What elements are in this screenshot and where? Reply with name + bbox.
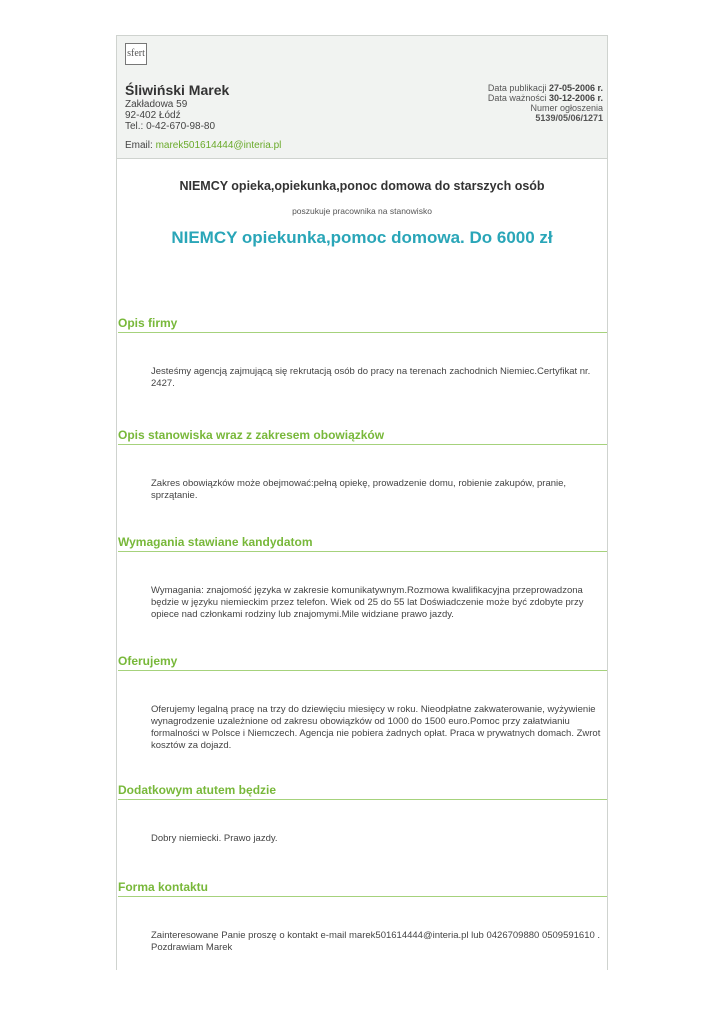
company-logo: sfert (125, 43, 147, 65)
offer-number-label: Numer ogłoszenia (530, 103, 603, 113)
offer-number: 5139/05/06/1271 (535, 113, 603, 123)
section-text-contact: Zainteresowane Panie proszę o kontakt e-mail marek501614444@interia.pl lub 0426709880 0509591610 . Pozdrawiam Marek (151, 930, 601, 953)
job-offer-document (116, 35, 608, 970)
section-text-offer: Oferujemy legalną pracę na trzy do dziewięciu miesięcy w roku. Nieodpłatne zakwaterowanie, wyżywienie wynagrodzenie uzależnione od zakresu obowiązków od 1000 do 1500 euro.Pomoc przy załatwianiu formalności w Polsce i Niemczech. Agencja nie pobiera żadnych opłat. Praca w prywatnych domach. Zwrot kosztów za dojazd. (151, 704, 601, 751)
section-title-requirements: Wymagania stawiane kandydatom (118, 535, 607, 552)
offer-subject: NIEMCY opieka,opiekunka,ponoc domowa do starszych osób (179, 179, 545, 193)
offer-header (117, 36, 607, 159)
publication-date: 27-05-2006 r. (548, 83, 603, 93)
section-text-company: Jesteśmy agencją zajmującą się rekrutacją osób do pracy na terenach zachodnich Niemiec.Certyfikat nr. 2427. (151, 366, 591, 389)
publication-label: Data publikacji (487, 83, 547, 93)
email-label: Email: (125, 140, 153, 151)
address-city: 92-402 Łódź (125, 110, 181, 121)
email-link[interactable]: marek501614444@interia.pl (155, 140, 282, 151)
section-text-requirements: Wymagania: znajomość języka w zakresie komunikatywnym.Rozmowa kwalifikacyjna przeprowadzona będzie w języku niemieckim przez telefon. Wiek od 25 do 55 lat Doświadczenie może być zdobyte przy opiece nad członkami rodziny lub znajomymi.Mile widziane prawo jazdy. (151, 585, 584, 620)
validity-date-row (443, 93, 603, 103)
position-title: NIEMCY opiekunka,pomoc domowa. Do 6000 zł (171, 228, 553, 247)
section-title-contact: Forma kontaktu (118, 880, 607, 897)
email-row (125, 140, 281, 151)
section-title-bonus: Dodatkowym atutem będzie (118, 783, 607, 800)
offer-meta (443, 83, 603, 123)
company-name: Śliwiński Marek (125, 82, 230, 98)
section-title-offer: Oferujemy (118, 654, 607, 671)
validity-label: Data ważności (487, 93, 547, 103)
section-text-bonus: Dobry niemiecki. Prawo jazdy. (151, 833, 278, 844)
seeking-text: poszukuje pracownika na stanowisko (292, 206, 432, 216)
publication-date-row (443, 83, 603, 93)
phone-number: Tel.: 0-42-670-98-80 (125, 121, 216, 132)
address-street: Zakładowa 59 (125, 99, 188, 110)
section-title-duties: Opis stanowiska wraz z zakresem obowiązków (118, 428, 607, 445)
section-text-duties: Zakres obowiązków może obejmować:pełną opiekę, prowadzenie domu, robienie zakupów, pranie, sprzątanie. (151, 478, 567, 501)
section-title-company: Opis firmy (118, 316, 607, 333)
validity-date: 30-12-2006 r. (548, 93, 603, 103)
